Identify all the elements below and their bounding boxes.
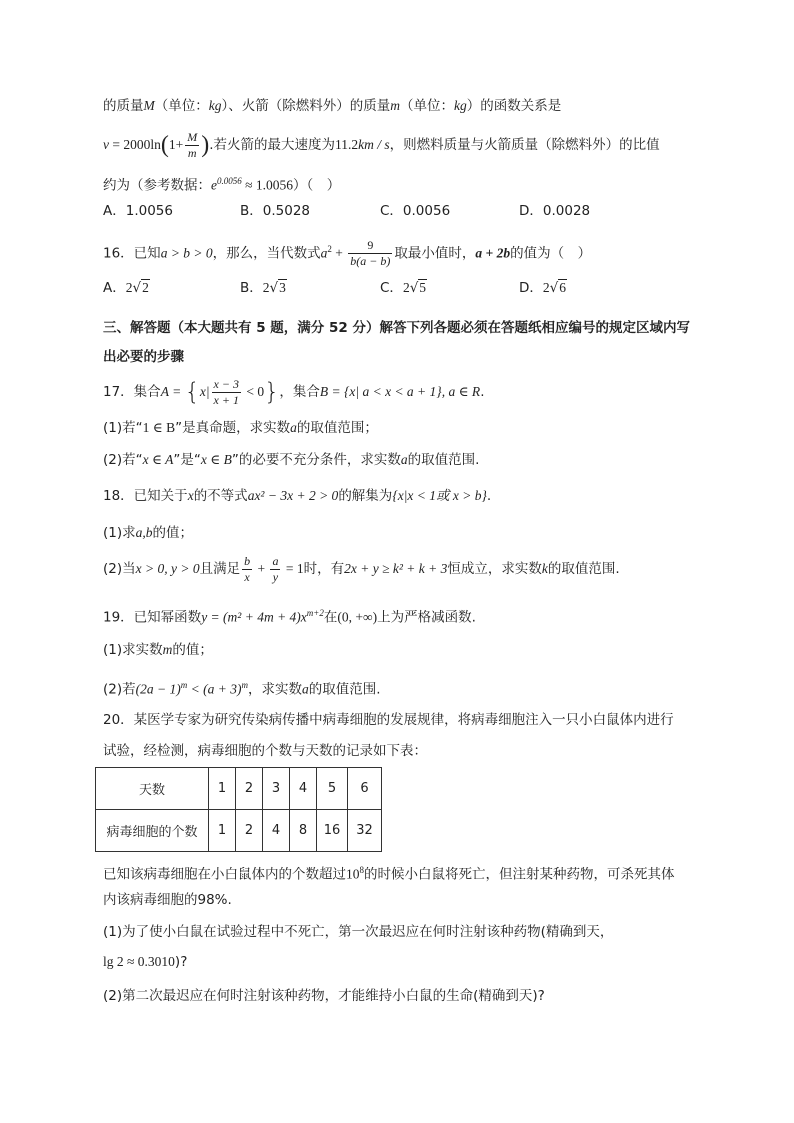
table-cell: 1 [209, 768, 236, 810]
table-cell: 8 [290, 810, 317, 852]
q19-part1: (1)求实数m的值； [103, 642, 213, 658]
q16-target: a + 2b [475, 245, 511, 261]
q15-text: ，则燃料质量与火箭质量（除燃料外）的比值 [389, 137, 660, 153]
var-v: v [103, 137, 109, 152]
q18-stem: 18．已知关于x的不等式ax² − 3x + 2 > 0的解集为{x|x < 1或 x > b}. [103, 488, 492, 504]
q15-option-c: C．0.0056 [380, 203, 451, 219]
q19-interval: (0, +∞) [337, 609, 378, 625]
table-cell: 6 [348, 768, 382, 810]
var-a: a [320, 245, 328, 261]
q16-option-a: A．2√2 [103, 280, 149, 296]
frac-den: m [187, 145, 197, 160]
q16-stem: 16．已知a > b > 0，那么，当代数式$a^2$ + $\frac{9}{b(a - b)}$ 取最小值时，a + 2b的值为（ ） [103, 238, 592, 268]
paren-left: ( [160, 132, 169, 158]
q15-text: ）、火箭（除燃料外）的质量 [221, 98, 391, 114]
q15-option-b: B．0.5028 [240, 203, 310, 219]
q18-inequality: ax² − 3x + 2 > 0 [247, 488, 339, 503]
q20-stem-2: 试验，经检测，病毒细胞的个数与天数的记录如下表： [103, 743, 427, 759]
q15-text: 约为（参考数据： [103, 177, 211, 194]
paren-right: ) [201, 132, 210, 158]
speed-unit: km / s [358, 137, 390, 152]
set-b: B = {x| a < x < a + 1}, a ∈ R [319, 384, 481, 399]
q16-text: 16．已知 [103, 245, 161, 262]
table-cell: 1 [209, 810, 236, 852]
table-cell: 16 [317, 810, 348, 852]
q15-text: （单位： [400, 98, 454, 114]
section-heading-cont: 出必要的步骤 [103, 349, 184, 365]
q15-option-d: D．0.0028 [519, 203, 591, 219]
q18-fraction-a-y: $\frac{a}{y}$ [272, 553, 279, 584]
set-a-fraction [212, 377, 241, 408]
exponent: 2 [327, 244, 332, 254]
q16-option-b: B．2√3 [240, 280, 286, 296]
speed-value: 11.2 [335, 137, 359, 152]
table-cell: 4 [263, 810, 290, 852]
q15-text: ）（ ） [293, 177, 341, 194]
q16-text: ，那么，当代数式 [212, 245, 321, 262]
lg2-value: lg 2 ≈ 0.3010 [103, 954, 175, 969]
q17-part2: (2)若“x ∈ A”是“x ∈ B”的必要不充分条件，求实数a的取值范围. [103, 452, 480, 468]
q18-solution-set: {x|x < 1或 x > b} [392, 488, 487, 503]
q15-line2: v = 2000ln(1+ $\frac{M}{m}$ ).若火箭的最大速度为11.2km / s，则燃料质量与火箭质量（除燃料外）的比值 [103, 129, 660, 160]
table-cell: 2 [236, 768, 263, 810]
table-cell: 2 [236, 810, 263, 852]
table-cell: 3 [263, 768, 290, 810]
q16-text: 取最小值时， [394, 245, 476, 262]
var-m: m [390, 98, 400, 113]
q17-text: 17．集合 [103, 384, 161, 400]
section-heading: 三、解答题（本大题共有 5 题，满分 52 分）解答下列各题必须在答题纸相应编号的规定区域内写 [103, 320, 690, 336]
virus-data-table [95, 767, 382, 852]
q18-fraction-b-x: $\frac{b}{x}$ [244, 553, 251, 584]
set-a-lt: < 0 [242, 384, 265, 399]
frac-num: 9 [348, 238, 392, 254]
q18-part1: (1)求a,b的值； [103, 525, 193, 541]
unit-kg: kg [454, 98, 467, 113]
table-cell: 4 [290, 768, 317, 810]
q20-after-2: 内该病毒细胞的98%. [103, 892, 232, 908]
q20-part2: (2)第二次最迟应在何时注射该种药物，才能维持小白鼠的生命(精确到天)? [103, 988, 545, 1004]
q19-function: y = (m² + 4m + 4)x [201, 609, 307, 625]
q20-part1: (1)为了使小白鼠在试验过程中不死亡，第一次最迟应在何时注射该种药物(精确到天， [103, 924, 614, 940]
q15-text: ）的函数关系是 [466, 98, 562, 114]
q17-text: . [480, 384, 485, 400]
q15-text: .若火箭的最大速度为 [209, 137, 336, 153]
row-header-counts: 病毒细胞的个数 [96, 810, 209, 852]
q15-option-a: A．1.0056 [103, 203, 173, 219]
frac-den: x + 1 [213, 392, 239, 407]
frac-num: M [187, 129, 198, 144]
frac-den: b(a − b) [350, 254, 391, 268]
q15-text: （单位： [154, 98, 209, 114]
q17-part1: (1)若“1 ∈ B”是真命题，求实数a的取值范围； [103, 420, 378, 436]
q18-part2: (2)当x > 0, y > 0且满足 $\frac{b}{x}$ + $\frac{a}{y}$ = 1时，有2x + y ≥ k² + k + 3恒成立，求实数k的取值范围. [103, 553, 620, 584]
q20-after-1: 已知该病毒细胞在小白鼠体内的个数超过$10^8$的时候小白鼠将死亡，但注射某种药物，可杀死其体 [103, 865, 675, 883]
q18-inequality-2: 2x + y ≥ k² + k + 3 [344, 561, 448, 576]
table-row-counts [96, 810, 382, 852]
exponent: 0.0056 [217, 176, 242, 186]
q16-option-c: C．2√5 [380, 280, 427, 296]
fraction-M-over-m [185, 130, 199, 161]
table-cell: 5 [317, 768, 348, 810]
q17-text: ，集合 [279, 384, 320, 400]
table-cell: 32 [348, 810, 382, 852]
q16-text: 的值为（ ） [510, 245, 592, 262]
q20-part1-cont: lg 2 ≈ 0.3010)? [103, 954, 188, 970]
formula-text: = 2000ln [109, 137, 161, 152]
q16-condition: a > b > 0 [160, 245, 213, 261]
q16-option-d: D．2√6 [519, 280, 567, 296]
q15-text: 的质量 [103, 98, 144, 114]
frac-num: x − 3 [213, 376, 239, 391]
q17-stem: 17．集合A = {x| $\frac{x - 3}{x + 1}$ < 0}，集合B = {x| a < x < a + 1}, a ∈ R. [103, 376, 485, 407]
q15-line1 [103, 96, 561, 116]
set-a-label: A = [160, 384, 185, 399]
unit-kg: kg [208, 98, 222, 113]
var-e: e [211, 177, 217, 193]
q19-stem: 19．已知幂函数$y = (m^2 + 4m + 4)x^{m+2}$在(0, +∞)上为严格减函数. [103, 608, 476, 626]
q19-part2: (2)若$(2a - 1)^m < (a + 3)^m$，求实数a的取值范围. [103, 680, 381, 698]
set-a-var: x| [199, 384, 210, 399]
row-header-days: 天数 [96, 768, 209, 810]
var-M: M [143, 98, 155, 113]
q20-stem-1: 20．某医学专家为研究传染病传播中病毒细胞的发展规律，将病毒细胞注入一只小白鼠体内进行 [103, 712, 674, 728]
q15-line3 [103, 171, 340, 196]
q16-fraction [348, 238, 392, 269]
table-row-days [96, 768, 382, 810]
approx-value: ≈ 1.0056 [241, 177, 294, 193]
